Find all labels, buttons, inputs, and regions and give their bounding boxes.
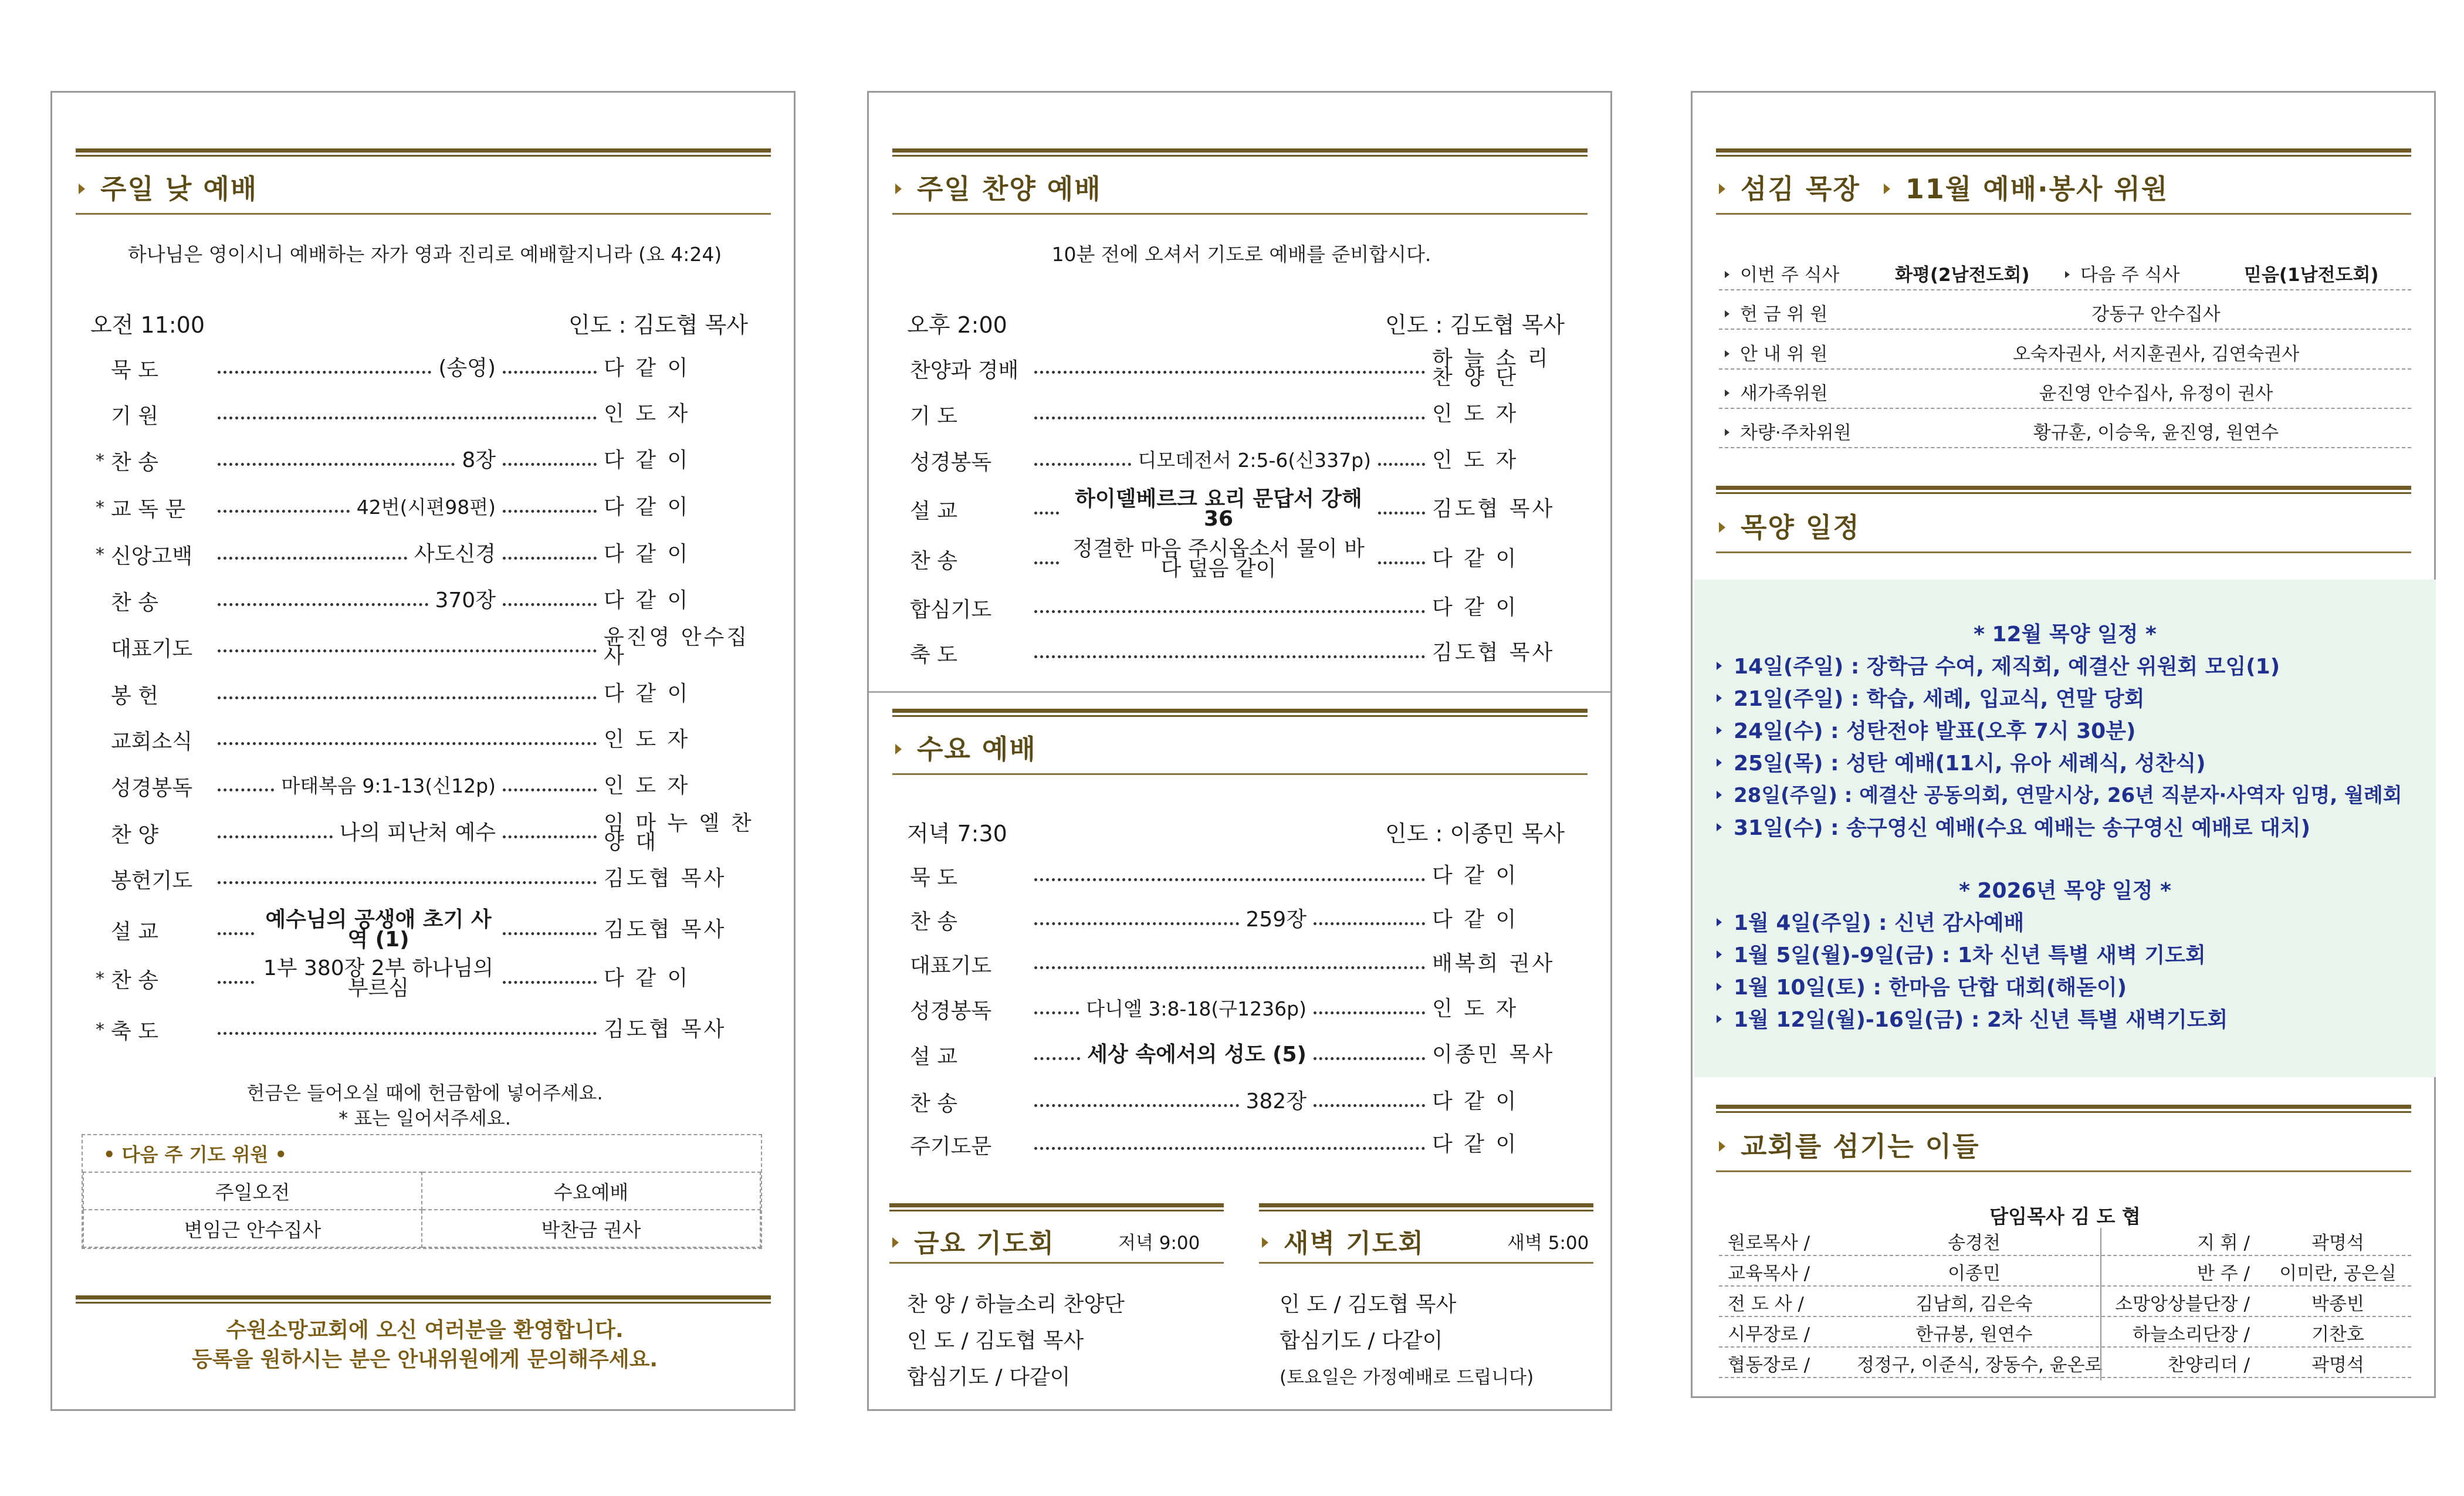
friday-line: 합심기도 / 다같이	[907, 1365, 1071, 1389]
triangle-bullet-icon	[1725, 390, 1729, 397]
order-row	[910, 902, 1573, 937]
item-person: 임 마 누 엘 찬 양 대	[604, 811, 754, 854]
stand-marker: *	[96, 968, 104, 989]
dot-leader	[218, 696, 597, 699]
order-row	[910, 1084, 1573, 1119]
item-label: 봉헌기도	[111, 868, 193, 893]
service-time: 오전 11:00	[90, 312, 205, 338]
item-person: 다 같 이	[604, 356, 691, 380]
triangle-bullet-icon	[1717, 950, 1722, 959]
order-row	[910, 590, 1573, 625]
row-separator	[1719, 289, 2411, 290]
row-separator	[1719, 408, 2411, 409]
dot-leader	[1378, 512, 1425, 515]
row-separator	[1719, 1377, 2411, 1378]
section-header: 주일 찬양 예배	[895, 168, 1102, 207]
section-header: 교회를 섬기는 이들	[1719, 1125, 1980, 1164]
triangle-bullet-icon	[2065, 271, 2070, 278]
order-row	[96, 537, 756, 572]
schedule-item: 25일(목) : 성탄 예배(11시, 유아 세례식, 성찬식)	[1717, 747, 2206, 777]
friday-time: 저녁 9:00	[1118, 1233, 1200, 1254]
dot-leader	[218, 788, 274, 791]
staff-name: 곽명석	[2311, 1355, 2364, 1376]
item-person: 다 같 이	[1432, 595, 1519, 620]
item-label: 찬 송	[111, 450, 158, 475]
item-label: 찬 송	[111, 968, 158, 993]
item-detail: 하이델베르크 요리 문답서 강해 36	[1075, 487, 1362, 531]
triangle-bullet-icon	[1719, 522, 1725, 533]
item-label: 설 교	[910, 499, 957, 523]
row-separator	[1719, 1346, 2411, 1348]
order-row	[910, 1127, 1573, 1162]
item-label: 교회소식	[111, 729, 193, 754]
dot-leader	[218, 1032, 597, 1035]
dot-leader	[1034, 922, 1239, 925]
staff-name: 한규봉, 원연수	[1915, 1324, 2033, 1345]
duty-value: 강동구 안수집사	[2091, 304, 2221, 325]
order-row	[111, 676, 756, 712]
header-double-rule	[76, 148, 771, 157]
dawn-header: 새벽 기도회	[1262, 1222, 1424, 1260]
duty-value: 오숙자권사, 서지훈권사, 김연숙권사	[2012, 344, 2300, 365]
item-detail: 1부 380장 2부 하나님의 부르심	[263, 956, 494, 1000]
dot-leader	[218, 835, 333, 838]
standing-note: * 표는 일어서주세요.	[339, 1107, 511, 1129]
order-row	[910, 1037, 1573, 1072]
dot-leader	[218, 742, 597, 745]
staff-name: 박종빈	[2311, 1294, 2364, 1315]
item-person: 다 같 이	[1432, 1132, 1519, 1156]
friday-line: 찬 양 / 하늘소리 찬양단	[907, 1292, 1125, 1316]
service-leader: 인도 : 김도협 목사	[568, 312, 748, 338]
divider	[869, 691, 1610, 693]
item-detail: 382장	[1245, 1089, 1307, 1113]
triangle-bullet-icon	[1717, 694, 1722, 702]
staff-name: 기찬호	[2311, 1324, 2364, 1345]
friday-details	[907, 1287, 1125, 1396]
schedule-item: 1월 4일(주일) : 신년 감사예배	[1717, 906, 2024, 936]
item-person: 다 같 이	[604, 588, 691, 612]
prayer-wednesday: 박찬금 권사	[422, 1210, 760, 1247]
order-row	[96, 1012, 756, 1047]
dot-leader	[1034, 371, 1425, 374]
duty-label: 헌 금 위 원	[1725, 299, 1827, 326]
item-person: 하 늘 소 리 찬 양 단	[1432, 347, 1551, 390]
order-row	[910, 487, 1573, 531]
duty-label: 이번 주 식사	[1725, 260, 1839, 286]
order-row	[96, 490, 756, 525]
schedule-item: 28일(주일) : 예결산 공동의회, 연말시상, 26년 직분자·사역자 임명, 월례회	[1717, 779, 2402, 808]
dot-leader	[1314, 1104, 1425, 1107]
item-label: 찬 송	[910, 1091, 957, 1116]
dot-leader	[1314, 922, 1425, 925]
triangle-bullet-icon	[895, 184, 902, 194]
schedule-item: 21일(주일) : 학습, 세례, 입교식, 연말 당회	[1717, 682, 2145, 712]
item-label: 신앙고백	[111, 544, 193, 568]
row-separator	[1719, 329, 2411, 330]
dot-leader	[1034, 561, 1059, 564]
triangle-bullet-icon	[1725, 310, 1729, 317]
dot-leader	[218, 649, 597, 652]
item-label: 찬 송	[111, 590, 158, 615]
order-row	[111, 908, 756, 952]
dot-leader	[218, 371, 431, 374]
item-detail: 세상 속에서의 성도 (5)	[1087, 1043, 1307, 1067]
item-detail: (송영)	[438, 356, 496, 380]
staff-role: 지 휘 /	[2196, 1233, 2250, 1254]
dot-leader	[218, 463, 455, 466]
item-label: 봉 헌	[111, 683, 158, 708]
stand-marker: *	[96, 497, 104, 518]
triangle-bullet-icon	[1719, 184, 1725, 194]
header-underline	[892, 773, 1588, 775]
triangle-bullet-icon	[1725, 350, 1729, 357]
item-label: 대표기도	[111, 637, 193, 661]
schedule-box	[1694, 580, 2436, 1077]
dot-leader	[218, 603, 428, 606]
december-title: * 12월 목양 일정 *	[1974, 622, 2157, 647]
triangle-bullet-icon	[892, 1237, 899, 1248]
dot-leader	[1034, 512, 1059, 515]
item-label: 찬 양	[111, 823, 158, 847]
dot-leader	[1378, 561, 1425, 564]
header-underline	[1716, 213, 2411, 215]
header-double-rule	[889, 1203, 1224, 1211]
row-separator	[1719, 1285, 2411, 1287]
header-underline	[892, 213, 1588, 215]
welcome-line-2: 등록을 원하시는 분은 안내위원에게 문의해주세요.	[191, 1348, 658, 1372]
staff-role: 협동장로 /	[1728, 1355, 1810, 1376]
dot-leader	[1034, 1057, 1080, 1060]
item-detail: 42번(시편98편)	[356, 496, 496, 519]
sunday-praise-panel	[867, 91, 1612, 1411]
item-detail: 디모데전서 2:5-6(신337p)	[1138, 449, 1371, 472]
item-detail: 사도신경	[414, 542, 496, 566]
staff-divider	[2100, 1228, 2101, 1380]
triangle-bullet-icon	[1725, 271, 1729, 278]
dot-leader	[1034, 1104, 1239, 1107]
row-separator	[1719, 447, 2411, 448]
section-header: 수요 예배	[895, 728, 1037, 767]
triangle-bullet-icon	[1717, 823, 1722, 831]
friday-header: 금요 기도회	[892, 1222, 1055, 1260]
staff-name: 송경천	[1948, 1233, 2001, 1254]
item-person: 인 도 자	[1432, 997, 1519, 1021]
stand-marker: *	[96, 450, 104, 471]
dot-leader	[503, 603, 597, 606]
staff-role: 소망앙상블단장 /	[2115, 1294, 2250, 1315]
order-row	[910, 347, 1573, 390]
dot-leader	[503, 788, 597, 791]
triangle-bullet-icon	[1717, 1015, 1722, 1023]
item-person: 김도협 목사	[604, 1017, 727, 1041]
item-detail: 다니엘 3:8-18(구1236p)	[1086, 997, 1307, 1020]
dot-leader	[218, 932, 254, 935]
duty-label: 차량·주차위원	[1725, 418, 1852, 444]
section-header: 목양 일정	[1719, 506, 1860, 545]
schedule-item: 1월 12일(월)-16일(금) : 2차 신년 특별 새벽기도회	[1717, 1003, 2228, 1033]
item-person: 김도협 목사	[604, 918, 727, 942]
header-underline	[889, 1262, 1224, 1264]
dawn-time: 새벽 5:00	[1507, 1233, 1589, 1254]
item-label: 묵 도	[111, 358, 158, 383]
order-row	[111, 625, 756, 668]
item-detail: 370장	[435, 588, 496, 612]
item-detail: 8장	[462, 448, 496, 472]
schedule-item: 24일(수) : 성탄전야 발표(오후 7시 30분)	[1717, 715, 2135, 744]
item-person: 인 도 자	[604, 402, 691, 426]
schedule-item: 14일(주일) : 장학금 수여, 제직회, 예결산 위원회 모임(1)	[1717, 650, 2280, 680]
next-prayer-table	[83, 1172, 761, 1248]
dot-leader	[503, 932, 597, 935]
header-underline	[76, 213, 771, 215]
dot-leader	[218, 981, 254, 984]
header-double-rule	[1259, 1203, 1593, 1211]
item-label: 대표기도	[910, 953, 992, 978]
dot-leader	[218, 417, 597, 419]
order-row	[910, 443, 1573, 478]
item-label: 묵 도	[910, 865, 957, 890]
triangle-bullet-icon	[1262, 1237, 1268, 1248]
order-row	[111, 769, 756, 804]
sunday-morning-panel	[50, 91, 796, 1411]
order-row	[910, 635, 1573, 671]
item-label: 축 도	[910, 642, 957, 667]
item-detail: 예수님의 공생애 초기 사역 (1)	[265, 908, 492, 952]
duty-value: 황규훈, 이승욱, 윤진영, 원연수	[2033, 422, 2279, 444]
prayer-sunday: 변임근 안수집사	[83, 1210, 422, 1247]
item-label: 설 교	[111, 919, 158, 944]
item-detail: 나의 피난처 예수	[339, 821, 496, 845]
friday-line: 인 도 / 김도협 목사	[907, 1329, 1084, 1353]
section-header: 섬김 목장 11월 예배·봉사 위원	[1719, 168, 2168, 207]
item-person: 김도협 목사	[1432, 641, 1555, 665]
staff-role: 시무장로 /	[1728, 1324, 1810, 1345]
welcome-line-1: 수원소망교회에 오신 여러분을 환영합니다.	[226, 1318, 624, 1342]
staff-role: 하늘소리단장 /	[2133, 1324, 2250, 1345]
order-row	[111, 397, 756, 432]
staff-name: 곽명석	[2311, 1233, 2364, 1254]
triangle-bullet-icon	[895, 744, 902, 754]
service-leader: 인도 : 이종민 목사	[1385, 821, 1565, 847]
header-double-rule	[1716, 148, 2411, 157]
dawn-line: 인 도 / 김도협 목사	[1280, 1292, 1457, 1316]
dot-leader	[1034, 966, 1425, 969]
item-person: 다 같 이	[1432, 864, 1519, 888]
order-row	[111, 811, 756, 854]
item-person: 이종민 목사	[1432, 1043, 1555, 1067]
item-person: 인 도 자	[1432, 448, 1519, 472]
item-person: 배복희 권사	[1432, 952, 1555, 976]
triangle-bullet-icon	[1725, 429, 1729, 436]
dot-leader	[1034, 1147, 1425, 1150]
stand-marker: *	[96, 1019, 104, 1040]
row-separator	[1719, 368, 2411, 370]
staff-role: 원로목사 /	[1728, 1233, 1810, 1254]
item-label: 성경봉독	[111, 776, 193, 800]
item-person: 다 같 이	[1432, 1089, 1519, 1113]
year2026-title: * 2026년 목양 일정 *	[1959, 879, 2171, 903]
schedule-item: 31일(수) : 송구영신 예배(수요 예배는 송구영신 예배로 대치)	[1717, 811, 2310, 841]
triangle-bullet-icon	[1884, 184, 1890, 194]
item-person: 다 같 이	[1432, 908, 1519, 932]
staff-name: 정정구, 이준식, 장동수, 윤온로	[1857, 1355, 2103, 1376]
header-underline	[1716, 1170, 2411, 1172]
item-label: 축 도	[111, 1019, 158, 1044]
order-row	[96, 956, 756, 1000]
dot-leader	[218, 557, 407, 560]
item-person: 인 도 자	[604, 727, 691, 752]
verse-text: 하나님은 영이시니 예배하는 자가 영과 진리로 예배할지니라 (요 4:24)	[127, 243, 722, 266]
item-person: 다 같 이	[604, 495, 691, 519]
header-underline	[1259, 1262, 1593, 1264]
dot-leader	[503, 981, 597, 984]
dot-leader	[1314, 1011, 1425, 1014]
dawn-line: (토요일은 가정예배로 드립니다)	[1280, 1367, 1534, 1388]
item-person: 인 도 자	[1432, 402, 1519, 426]
service-time: 오후 2:00	[907, 312, 1007, 338]
col-wednesday: 수요예배	[422, 1172, 760, 1210]
dot-leader	[1034, 878, 1425, 881]
item-label: 성경봉독	[910, 999, 992, 1023]
item-label: 찬양과 경배	[910, 358, 1019, 383]
dot-leader	[1034, 1011, 1079, 1014]
duty-value: 믿음(1남전도회)	[2244, 265, 2379, 286]
offering-note: 헌금은 들어오실 때에 헌금함에 넣어주세요.	[246, 1082, 603, 1104]
item-label: 설 교	[910, 1044, 957, 1069]
dot-leader	[503, 835, 597, 838]
item-detail: 마태복음 9:1-13(신12p)	[281, 774, 496, 797]
item-person: 김도협 목사	[1432, 497, 1555, 521]
item-detail: 정결한 마음 주시옵소서 물이 바다 덮음 같이	[1072, 537, 1365, 581]
order-row	[910, 537, 1573, 581]
item-person: 다 같 이	[604, 542, 691, 566]
order-row	[111, 583, 756, 618]
item-person: 인 도 자	[604, 774, 691, 798]
item-label: 주기도문	[910, 1134, 992, 1159]
duty-label: 안 내 위 원	[1725, 339, 1827, 365]
triangle-bullet-icon	[1717, 918, 1722, 926]
item-label: 합심기도	[910, 597, 992, 622]
item-person: 다 같 이	[1432, 547, 1519, 571]
header-double-rule	[1716, 486, 2411, 494]
dot-leader	[218, 881, 597, 884]
service-leader: 인도 : 김도협 목사	[1385, 312, 1565, 338]
header-double-rule	[1716, 1105, 2411, 1113]
staff-name: 이종민	[1948, 1263, 2001, 1284]
order-row	[111, 722, 756, 757]
staff-name: 김남희, 김은숙	[1915, 1294, 2033, 1315]
triangle-bullet-icon	[1717, 662, 1722, 670]
dot-leader	[1034, 655, 1425, 658]
staff-role: 전 도 사 /	[1728, 1294, 1804, 1315]
header-underline	[1716, 551, 2411, 553]
item-label: 찬 송	[910, 909, 957, 934]
item-label: 찬 송	[910, 549, 957, 573]
schedule-item: 1월 5일(월)-9일(금) : 1차 신년 특별 새벽 기도회	[1717, 939, 2206, 969]
duty-label: 다음 주 식사	[2065, 260, 2179, 286]
dot-leader	[1034, 610, 1425, 613]
item-label: 교 독 문	[111, 497, 186, 522]
senior-pastor: 담임목사 김 도 협	[1989, 1205, 2141, 1228]
service-time: 저녁 7:30	[907, 821, 1007, 847]
row-separator	[1719, 1255, 2411, 1256]
stand-marker: *	[96, 544, 104, 565]
dot-leader	[1034, 417, 1425, 419]
triangle-bullet-icon	[79, 184, 85, 194]
welcome-message	[52, 1316, 797, 1375]
dawn-details	[1280, 1287, 1534, 1396]
next-prayer-box	[82, 1134, 762, 1249]
order-row	[910, 397, 1573, 432]
dot-leader	[503, 371, 597, 374]
staff-role: 찬양리더 /	[2167, 1355, 2250, 1376]
item-person: 김도협 목사	[604, 867, 727, 891]
duty-label: 새가족위원	[1725, 378, 1828, 405]
duty-value: 화평(2남전도회)	[1895, 265, 2030, 286]
next-prayer-title: • 다음 주 기도 위원 •	[103, 1143, 287, 1166]
item-person: 다 같 이	[604, 682, 691, 706]
order-row	[910, 858, 1573, 893]
item-person: 윤진영 안수집사	[604, 625, 750, 668]
staff-role: 반 주 /	[2196, 1263, 2250, 1284]
dawn-line: 합심기도 / 다같이	[1280, 1329, 1443, 1353]
dot-leader	[1314, 1057, 1425, 1060]
order-row	[910, 991, 1573, 1027]
triangle-bullet-icon	[1717, 983, 1722, 991]
header-double-rule	[892, 709, 1588, 717]
item-person: 다 같 이	[604, 448, 691, 472]
triangle-bullet-icon	[1717, 726, 1722, 735]
footer-double-rule	[76, 1295, 771, 1304]
section-header: 주일 낮 예배	[79, 168, 258, 207]
item-person: 다 같 이	[604, 966, 691, 990]
order-row	[910, 946, 1573, 981]
order-row	[111, 861, 756, 896]
row-separator	[1719, 1316, 2411, 1317]
duty-value: 윤진영 안수집사, 유정이 권사	[2039, 383, 2273, 404]
schedule-item: 1월 10일(토) : 한마음 단합 대회(해돋이)	[1717, 971, 2127, 1001]
item-label: 기 원	[111, 404, 158, 428]
dot-leader	[1378, 463, 1425, 466]
staff-name: 이미란, 공은실	[2279, 1263, 2397, 1284]
prep-note: 10분 전에 오셔서 기도로 예배를 준비합시다.	[1051, 243, 1431, 266]
triangle-bullet-icon	[1717, 759, 1722, 767]
triangle-bullet-icon	[1719, 1141, 1725, 1152]
order-row	[111, 351, 756, 386]
header-double-rule	[892, 148, 1588, 157]
item-label: 성경봉독	[910, 450, 992, 475]
col-sunday: 주일오전	[83, 1172, 422, 1210]
item-detail: 259장	[1245, 908, 1307, 932]
dot-leader	[503, 510, 597, 513]
order-row	[96, 443, 756, 478]
dot-leader	[1034, 463, 1131, 466]
item-label: 기 도	[910, 404, 957, 428]
staff-role: 교육목사 /	[1728, 1263, 1810, 1284]
dot-leader	[503, 463, 597, 466]
triangle-bullet-icon	[1717, 791, 1722, 799]
dot-leader	[503, 557, 597, 560]
ministry-panel	[1691, 91, 2436, 1398]
dot-leader	[218, 510, 350, 513]
